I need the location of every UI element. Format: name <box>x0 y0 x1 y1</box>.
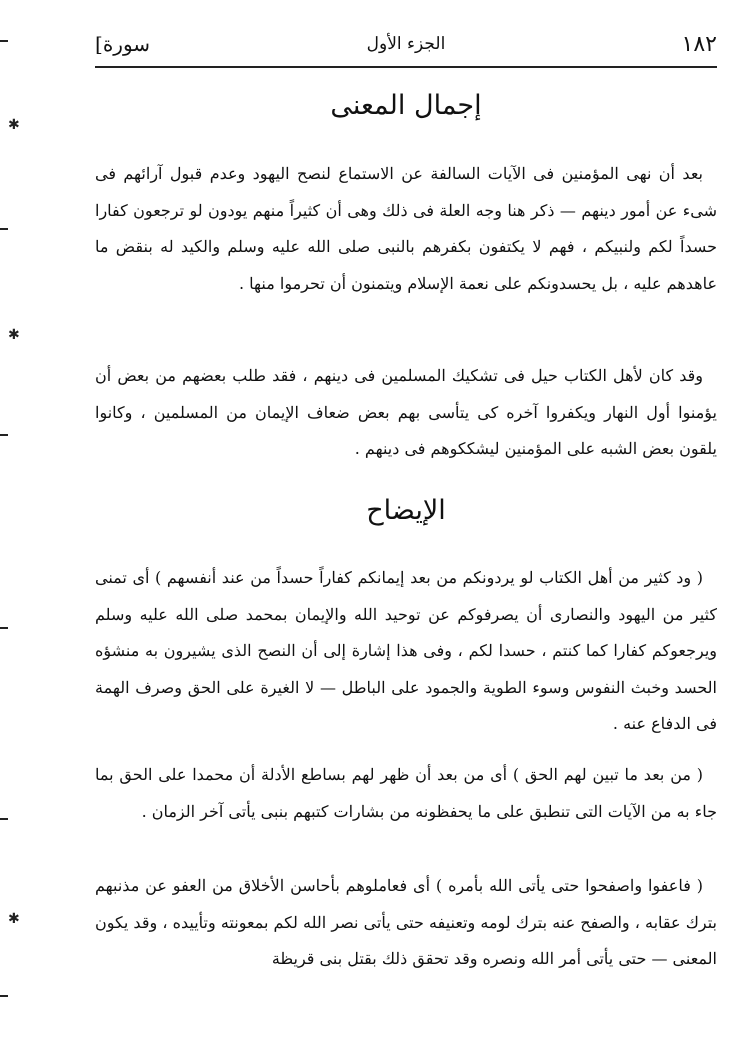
paragraph-text: ( ود كثير من أهل الكتاب لو يردونكم من بعد إيمانكم كفاراً حسداً من عند أنفسهم ) أى تمنى كثير من اليهود والنصارى أن يصرفوكم عن توحيد الله والإيمان بمحمد صلى الله عليه وسلم ويرجعوكم كفارا كما كنتم ، حسدا لكم ، وفى هذا إشارة إلى أن النصح الذى يشيرون به منشؤه الحسد وخبث النفوس وسوء الطوية والجمود على الباطل — لا الغيرة على الحق وصرف الهمة فى الدفاع عنه . <box>95 568 717 733</box>
ink-blot-icon: ✱ <box>8 327 20 343</box>
margin-mark <box>0 627 8 629</box>
margin-mark <box>0 818 8 820</box>
paragraph-text: وقد كان لأهل الكتاب حيل فى تشكيك المسلمين فى دينهم ، فقد طلب بعضهم من بعض أن يؤمنوا أول النهار ويكفروا آخره كى يتأسى بهم بعض ضعاف الإيمان من المسلمين ، وكانوا يلقون بعض الشبه على المؤمنين ليشككوهم فى دينهم . <box>95 366 717 458</box>
paragraph <box>95 560 717 743</box>
margin-mark <box>0 995 8 997</box>
page-number: ١٨٢ <box>681 32 717 57</box>
section-heading-summary: إجمال المعنى <box>330 90 482 121</box>
paragraph <box>95 868 717 978</box>
paragraph <box>95 757 717 830</box>
margin-mark <box>0 40 8 42</box>
section-heading-explanation: الإيضاح <box>366 495 446 526</box>
ink-blot-icon: ✱ <box>8 911 20 927</box>
paragraph-text: ( من بعد ما تبين لهم الحق ) أى من بعد أن ظهر لهم بساطع الأدلة أن محمدا على الحق بما جاء به من الآيات التى تنطبق على ما يحفظونه من بشارات كتبهم بنبى يأتى آخر الزمان . <box>95 765 717 821</box>
paragraph-text: بعد أن نهى المؤمنين فى الآيات السالفة عن الاستماع لنصح اليهود وعدم قبول آرائهم فى شىء عن أمور دينهم — ذكر هنا وجه العلة فى ذلك وهى أن كثيراً منهم يودون لو ترجعون كفارا حسداً لكم ولنبيكم ، فهم لا يكتفون بكفرهم بالنبى صلى الله عليه وسلم والكيد له بنقض ما عاهدهم عليه ، بل يحسدونكم على نعمة الإسلام ويتمنون أن تحرموا منها . <box>95 164 717 293</box>
part-title: الجزء الأول <box>366 34 446 54</box>
surah-label: [سورة <box>95 32 151 56</box>
ink-blot-icon: ✱ <box>8 117 20 133</box>
margin-mark <box>0 434 8 436</box>
paragraph <box>95 156 717 302</box>
margin-mark <box>0 228 8 230</box>
running-header <box>95 30 717 68</box>
paragraph <box>95 358 717 468</box>
paragraph-text: ( فاعفوا واصفحوا حتى يأتى الله بأمره ) أى فعاملوهم بأحاسن الأخلاق من العفو عن مذنبهم بترك عقابه ، والصفح عنه بترك لومه وتعنيفه حتى يأتى نصر الله لكم بمعونته وتأييده ، وقد يكون المعنى — حتى يأتى أمر الله ونصره وقد تحقق ذلك بقتل بنى قريظة <box>95 876 717 968</box>
